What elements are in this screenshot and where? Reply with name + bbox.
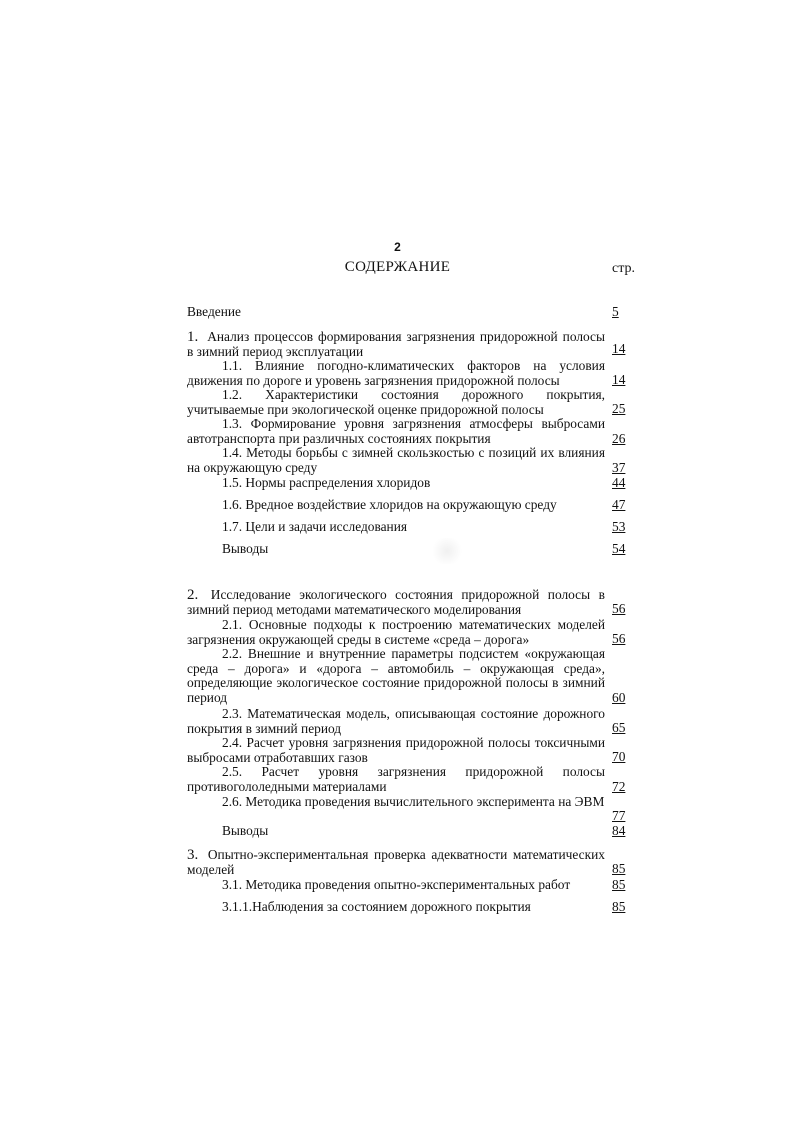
toc-page-ref: 56 xyxy=(612,631,626,646)
toc-entry-chapter-1 xyxy=(187,330,605,359)
toc-entry-2-6: 2.6. Методика проведения вычислительного эксперимента на ЭВМ xyxy=(222,794,605,809)
toc-page-ref: 70 xyxy=(612,749,626,764)
toc-entry-1-4: 1.4. Методы борьбы с зимней скользкостью с позиций их влияния на окружающую среду xyxy=(187,445,605,475)
toc-entry-1-6: 1.6. Вредное воздействие хлоридов на окружающую среду xyxy=(222,497,557,512)
chapter-number: 2. xyxy=(187,587,199,603)
toc-page-ref: 85 xyxy=(612,877,626,892)
toc-page-ref: 85 xyxy=(612,899,626,914)
toc-entry-2-2: 2.2. Внешние и внутренние параметры подсистем «окружающая среда – дорога» и «дорога – автомобиль – окружающая среда», определяющие экологическое состояние придорожной полосы в зимний период xyxy=(187,646,605,705)
toc-entry-text: Введение xyxy=(187,304,241,319)
toc-entry-1-2: 1.2. Характеристики состояния дорожного покрытия, учитываемые при экологической оценке придорожной полосы xyxy=(187,387,605,417)
page-number: 2 xyxy=(394,240,401,254)
toc-entry-3-1: 3.1. Методика проведения опытно-экспериментальных работ xyxy=(222,877,571,892)
toc-entry-text: Опытно-экспериментальная проверка адекватности математических моделей xyxy=(187,847,605,877)
toc-entry-2-4: 2.4. Расчет уровня загрязнения придорожной полосы токсичными выбросами отработавших газов xyxy=(187,735,605,765)
toc-entry-1-3: 1.3. Формирование уровня загрязнения атмосферы выбросами автотранспорта при различных состояниях покрытия xyxy=(187,416,605,446)
page-column-label: стр. xyxy=(612,261,636,276)
toc-entry-2-5: 2.5. Расчет уровня загрязнения придорожной полосы противогололедными материалами xyxy=(187,764,605,794)
toc-page-ref: 56 xyxy=(612,601,626,616)
toc-page-ref: 14 xyxy=(612,372,626,387)
toc-page-ref: 72 xyxy=(612,779,626,794)
toc-entry-chapter-3 xyxy=(187,848,605,877)
toc-page-ref: 14 xyxy=(612,341,626,356)
toc-page-ref: 60 xyxy=(612,690,626,705)
scan-artifact xyxy=(430,538,464,564)
chapter-number: 1. xyxy=(187,329,199,345)
toc-page-ref: 5 xyxy=(612,304,619,319)
toc-page-ref: 37 xyxy=(612,460,626,475)
toc-entry-3-1-1: 3.1.1.Наблюдения за состоянием дорожного покрытия xyxy=(222,899,531,914)
toc-entry-conclusions-1: Выводы xyxy=(222,541,269,556)
page-title: СОДЕРЖАНИЕ xyxy=(344,259,451,275)
chapter-number: 3. xyxy=(187,847,199,863)
toc-page-ref: 25 xyxy=(612,401,626,416)
toc-entry-2-3: 2.3. Математическая модель, описывающая состояние дорожного покрытия в зимний период xyxy=(187,706,605,736)
toc-entry-text: Анализ процессов формирования загрязнения придорожной полосы в зимний период эксплуатации xyxy=(187,329,605,359)
toc-entry-1-7: 1.7. Цели и задачи исследования xyxy=(222,519,408,534)
toc-page-ref: 26 xyxy=(612,431,626,446)
toc-page-ref: 47 xyxy=(612,497,626,512)
toc-entry-intro xyxy=(187,305,605,320)
toc-entry-2-1: 2.1. Основные подходы к построению математических моделей загрязнения окружающей среды в системе «среда – дорога» xyxy=(187,617,605,647)
toc-entry-chapter-2 xyxy=(187,588,605,617)
toc-entry-conclusions-2: Выводы xyxy=(222,823,269,838)
toc-page-ref: 44 xyxy=(612,475,626,490)
toc-page-ref: 53 xyxy=(612,519,626,534)
toc-page-ref: 54 xyxy=(612,541,626,556)
toc-page-ref: 77 xyxy=(612,808,626,823)
toc-entry-1-5: 1.5. Нормы распределения хлоридов xyxy=(222,475,431,490)
toc-page-ref: 65 xyxy=(612,720,626,735)
toc-page-ref: 84 xyxy=(612,823,626,838)
toc-entry-text: Исследование экологического состояния придорожной полосы в зимний период методами математического моделирования xyxy=(187,587,605,617)
toc-page-ref: 85 xyxy=(612,861,626,876)
toc-entry-1-1: 1.1. Влияние погодно-климатических факторов на условия движения по дороге и уровень загрязнения придорожной полосы xyxy=(187,358,605,388)
